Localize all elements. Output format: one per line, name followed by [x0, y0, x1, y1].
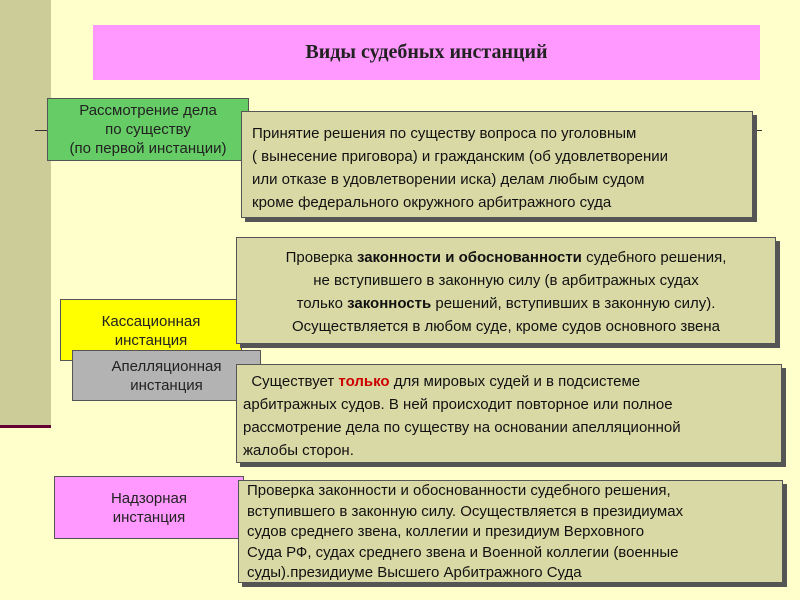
- desc-line: суды).президиуме Высшего Арбитражного Суда: [247, 564, 582, 581]
- desc-line: вступившего в законную силу. Осуществляется в президиумах: [247, 502, 684, 520]
- cassation-label-line: Кассационная: [101, 313, 201, 330]
- left-decor-bar: [0, 0, 51, 428]
- connector-line-right: [752, 130, 762, 131]
- appeal-description: [236, 364, 782, 463]
- appeal-label-line: Апелляционная: [111, 357, 222, 375]
- supervisory-label-line: Надзорная: [110, 489, 188, 507]
- connector-line-left: [35, 130, 47, 131]
- desc-line: рассмотрение дела по существу на основании апелляционной: [243, 419, 681, 436]
- supervisory-label-line: инстанция: [112, 508, 186, 526]
- desc-line: Проверка законности и обоснованности судебного решения,: [285, 249, 727, 266]
- desc-line: ( вынесение приговора) и гражданским (об удовлетворении: [252, 148, 669, 165]
- first-instance-description: [241, 111, 753, 218]
- first-instance-label: [47, 98, 249, 161]
- desc-line: арбитражных судов. В ней происходит повторное или полное: [243, 396, 673, 413]
- desc-line: Суда РФ, судах среднего звена и Военной коллегии (военные: [247, 543, 679, 561]
- desc-line: кроме федерального окружного арбитражного суда: [252, 194, 612, 211]
- first-instance-label-line: по существу: [105, 121, 191, 138]
- first-instance-label-line: Рассмотрение дела: [79, 102, 217, 119]
- desc-line: жалобы сторон.: [243, 442, 354, 459]
- supervisory-description: [238, 480, 783, 583]
- desc-line: или отказе в удовлетворении иска) делам любым судом: [252, 171, 645, 188]
- desc-line: Существует только для мировых судей и в подсистеме: [251, 373, 641, 390]
- desc-line: не вступившего в законную силу (в арбитражных судах: [313, 272, 699, 289]
- desc-line: только законность решений, вступивших в законную силу).: [296, 295, 716, 312]
- desc-line: Принятие решения по существу вопроса по уголовным: [252, 125, 637, 142]
- left-decor-line: [0, 425, 51, 428]
- page-title: Виды судебных инстанций: [93, 25, 760, 80]
- appeal-label: [72, 350, 261, 401]
- desc-line: Проверка законности и обоснованности судебного решения,: [247, 482, 671, 499]
- first-instance-label-line: (по первой инстанции): [69, 140, 227, 157]
- desc-line: судов среднего звена, коллегии и президиум Верховного: [247, 523, 645, 540]
- cassation-description: [236, 237, 776, 344]
- supervisory-label: [54, 476, 244, 539]
- desc-line: Осуществляется в любом суде, кроме судов основного звена: [291, 318, 721, 335]
- cassation-label-line: инстанция: [114, 332, 188, 349]
- appeal-label-line: инстанция: [130, 376, 203, 394]
